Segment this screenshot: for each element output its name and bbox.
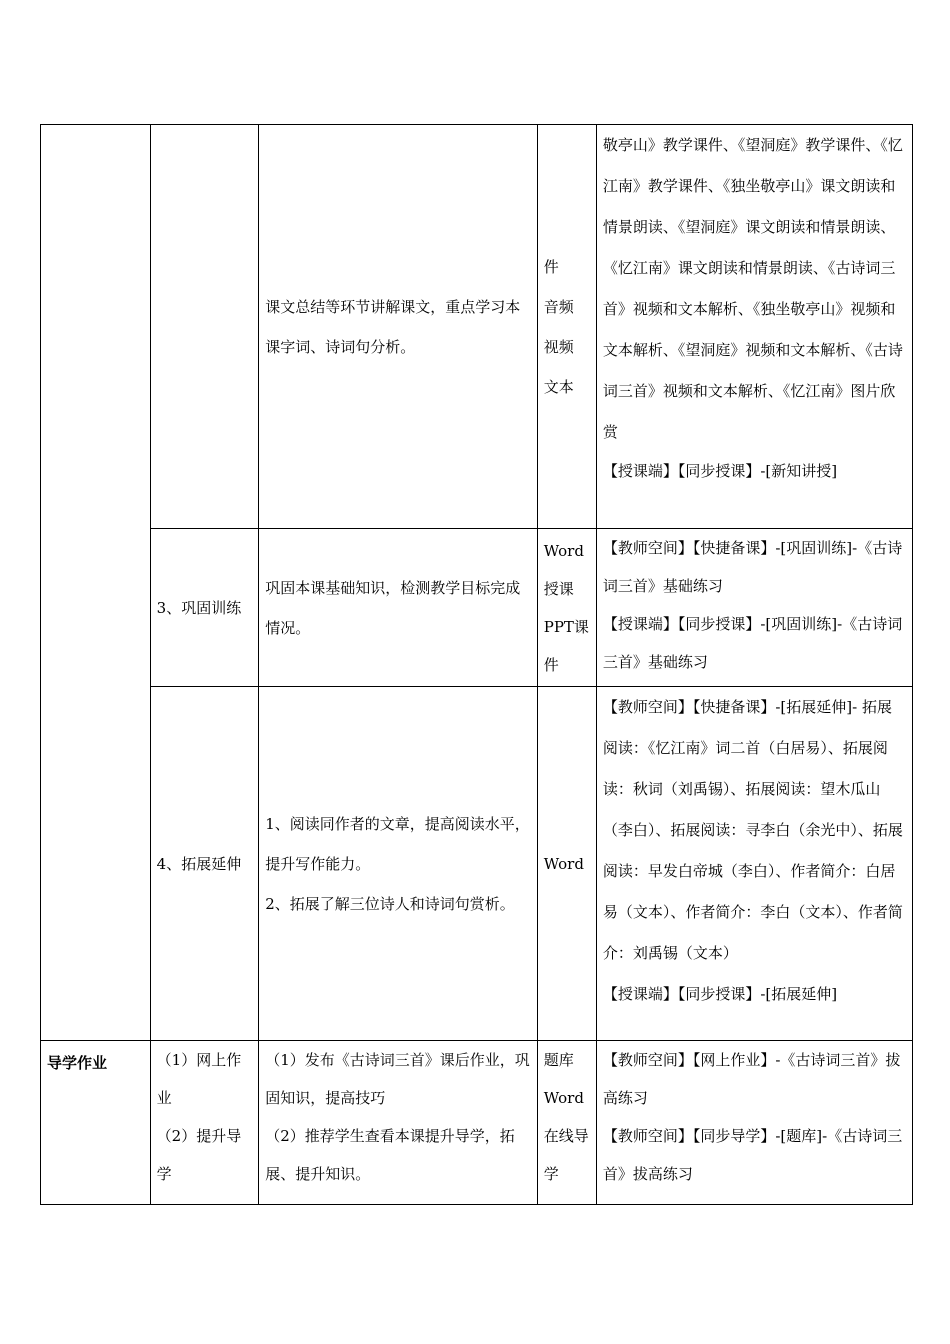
table-row [41,687,913,1041]
lesson-plan-table [40,124,913,1205]
resource-type-cell: 题库 Word 在线导学 [537,1041,596,1205]
resource-path-cell: 【教师空间】【网上作业】-《古诗词三首》拔高练习 【教师空间】【同步导学】-[题库]-《古诗词三首》拔高练习 [596,1041,912,1205]
resource-type-cell: Word 授课 PPT课 件 [537,529,596,687]
resource-path-cell: 敬亭山》教学课件、《望洞庭》教学课件、《忆江南》教学课件、《独坐敬亭山》课文朗读和情景朗读、《望洞庭》课文朗读和情景朗读、《忆江南》课文朗读和情景朗读、《古诗词三首》视频和文本解析、《独坐敬亭山》视频和文本解析、《望洞庭》视频和文本解析、《古诗词三首》视频和文本解析、《忆江南》图片欣赏 【授课端】【同步授课】-[新知讲授] [596,125,912,529]
resource-type-cell: 件 音频 视频 文本 [537,125,596,529]
goal-cell: 课文总结等环节讲解课文，重点学习本课字词、诗词句分析。 [259,125,537,529]
stage-cell: 导学作业 [41,1041,151,1205]
stage-cell-empty [41,125,151,1041]
goal-cell: 1、阅读同作者的文章，提高阅读水平，提升写作能力。 2、拓展了解三位诗人和诗词句赏析。 [259,687,537,1041]
resource-path-cell: 【教师空间】【快捷备课】-[巩固训练]-《古诗词三首》基础练习 【授课端】【同步授课】-[巩固训练]-《古诗词三首》基础练习 [596,529,912,687]
goal-cell: 巩固本课基础知识，检测教学目标完成情况。 [259,529,537,687]
step-cell: 3、巩固训练 [150,529,259,687]
resource-path-cell: 【教师空间】【快捷备课】-[拓展延伸]- 拓展阅读：《忆江南》词二首（白居易）、拓展阅读：秋词（刘禹锡）、拓展阅读：望木瓜山（李白）、拓展阅读：寻李白（余光中）、拓展阅读：早发白帝城（李白）、作者简介：白居易（文本）、作者简介：李白（文本）、作者简介：刘禹锡（文本） 【授课端】【同步授课】-[拓展延伸] [596,687,912,1041]
goal-cell: （1）发布《古诗词三首》课后作业，巩固知识，提高技巧 （2）推荐学生查看本课提升导学，拓展、提升知识。 [259,1041,537,1205]
step-cell: （1）网上作业 （2）提升导学 [150,1041,259,1205]
table-row [41,529,913,687]
step-cell: 4、拓展延伸 [150,687,259,1041]
resource-type-cell: Word [537,687,596,1041]
table-row [41,1041,913,1205]
step-cell-empty [150,125,259,529]
table-row [41,125,913,529]
